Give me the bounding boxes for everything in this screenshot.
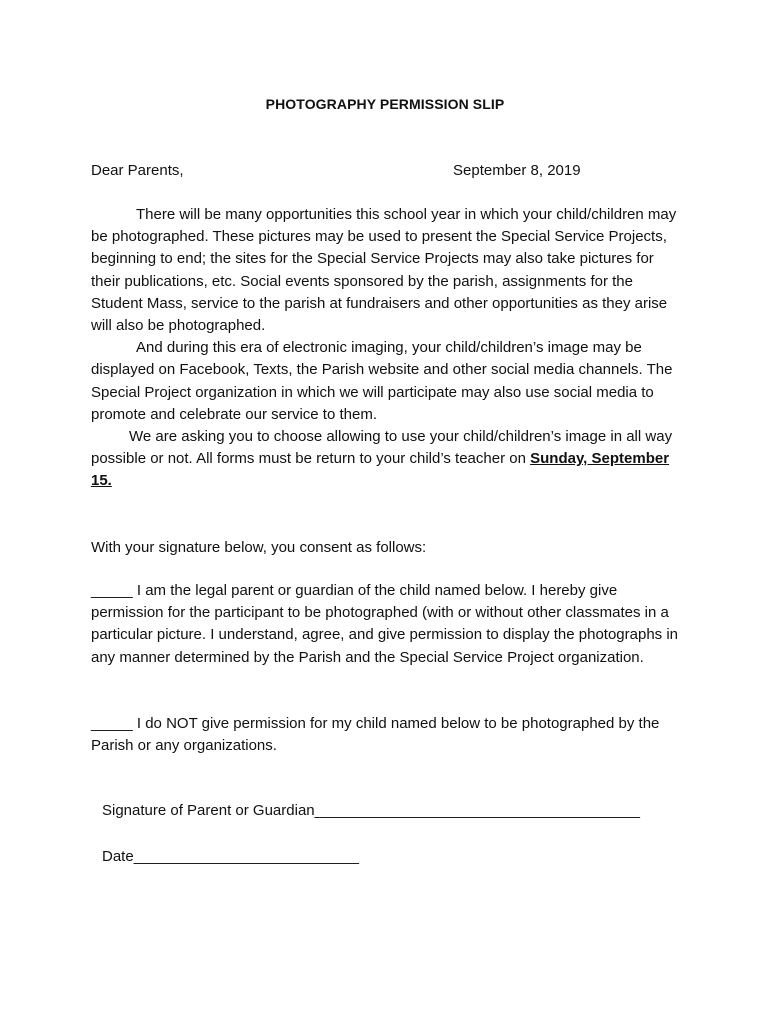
paragraph-choice: We are asking you to choose allowing to use your child/children’s image in all way possible or not. All forms must be return to your child’s teacher on [91, 428, 673, 468]
letter-body [91, 204, 681, 493]
signature-blank-line[interactable]: _______________________________________ [314, 802, 640, 819]
date-blank-line[interactable]: ___________________________ [133, 848, 359, 865]
salutation: Dear Parents, [91, 162, 184, 179]
document-title: PHOTOGRAPHY PERMISSION SLIP [265, 96, 505, 112]
salutation-row [91, 160, 611, 182]
consent-intro: With your signature below, you consent as follows: [91, 539, 427, 556]
date-field[interactable] [102, 846, 359, 868]
paragraph-electronic-imaging: And during this era of electronic imaging, your child/children’s image may be displayed on Facebook, Texts, the Parish website and other social media channels. The Special Project organization in which we will participate may also use social media to promote and celebrate our service to them. [91, 339, 673, 423]
signature-label: Signature of Parent or Guardian [102, 802, 315, 819]
deadline-date: Sunday, September 15. [91, 450, 670, 490]
paragraph-opportunities: There will be many opportunities this school year in which your child/children may be photographed. These pictures may be used to present the Special Service Projects, beginning to end; the sites for the Special Service Projects may also take pictures for their publications, etc. Social events sponsored by the parish, assignments for the Student Mass, service to the parish at fundraisers and other opportunities as they arise will also be photographed. [91, 206, 677, 335]
consent-option-give-permission: _____ I am the legal parent or guardian of the child named below. I hereby give permission for the participant to be photographed (with or without other classmates in a particular picture. I understand, agree, and give permission to display the photographs in any manner determined by the Parish and the Special Service Project organization. [91, 582, 679, 666]
consent-option-deny-permission: _____ I do NOT give permission for my child named below to be photographed by the Parish or any organizations. [91, 715, 660, 755]
signature-field[interactable] [102, 800, 640, 822]
letter-date: September 8, 2019 [453, 162, 581, 179]
date-label: Date [102, 848, 134, 865]
